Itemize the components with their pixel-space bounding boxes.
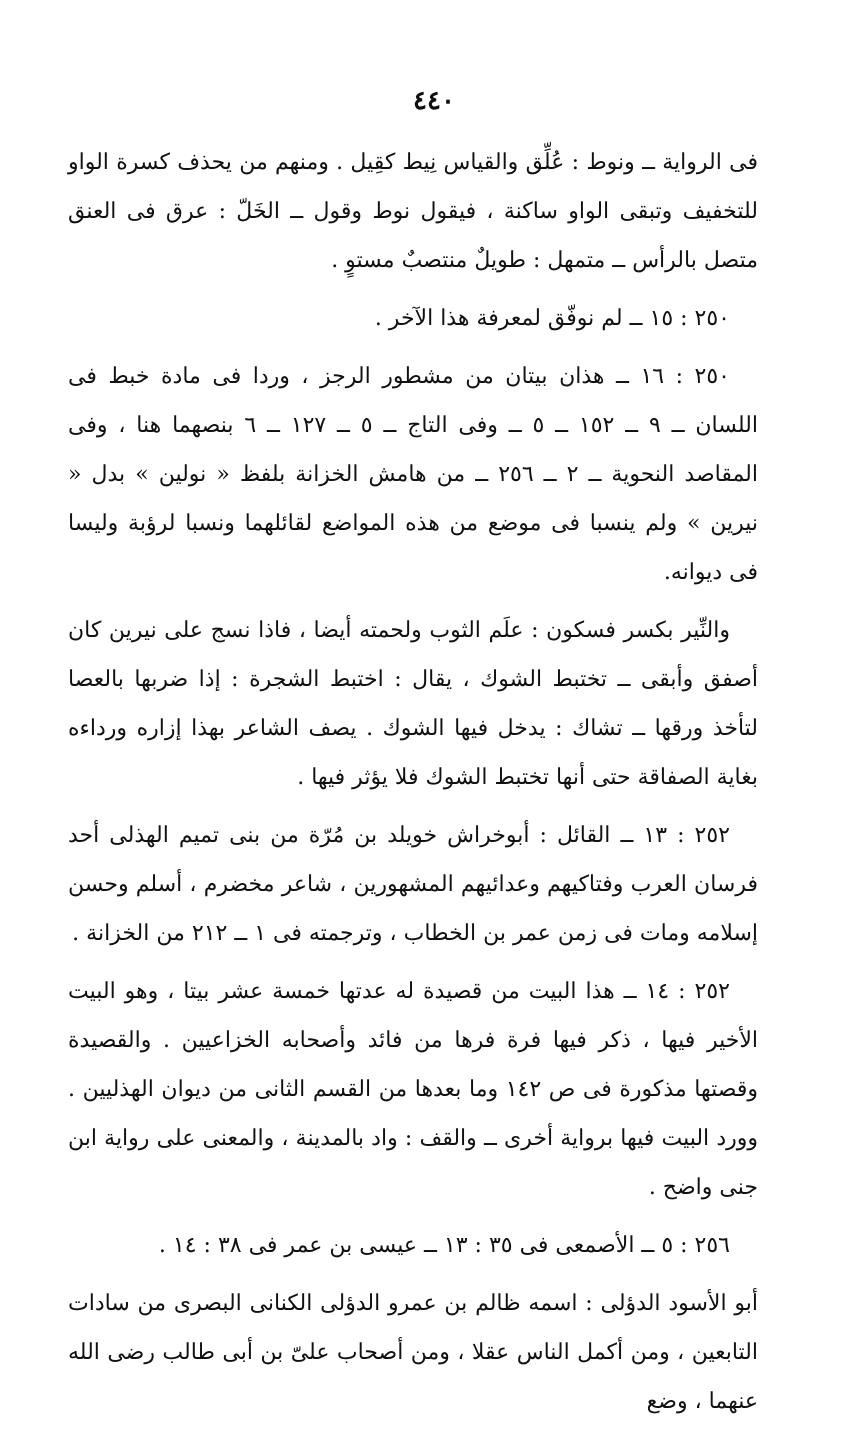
note-252-13: ٢٥٢ : ١٣ ــ القائل : أبوخراش خويلد بن مُرّة من بنى تميم الهذلى أحد فرسان العرب وفتاكيهم وعدائيهم المشهورين ، شاعر مخضرم ، أسلم وحسن إسلامه ومات فى زمن عمر بن الخطاب ، وترجمته فى ١ ــ ٢١٢ من الخزانة . xyxy=(68,823,758,946)
page-number: ٤٤٠ xyxy=(413,86,455,116)
body-text xyxy=(68,138,758,1435)
note-250-16: ٢٥٠ : ١٦ ــ هذان بيتان من مشطور الرجز ، وردا فى مادة خبط فى اللسان ــ ٩ ــ ١٥٢ ــ ٥ ــ وفى التاج ــ ٥ ــ ١٢٧ ــ ٦ بنصهما هنا ، وفى المقاصد النحوية ــ ٢ ــ ٢٥٦ ــ من هامش الخزانة بلفظ « نولين » بدل « نيرين » ولم ينسبا فى موضع من هذه المواضع لقائلهما ونسبا لرؤبة وليسا فى ديوانه. xyxy=(68,364,758,585)
paragraph-continuation: فى الرواية ــ ونوط : عُلِّق والقياس نِيط كقِيل . ومنهم من يحذف كسرة الواو للتخفيف وتبقى الواو ساكنة ، فيقول نوط وقول ــ الخَلّ : عرق فى العنق متصل بالرأس ــ متمهل : طويلٌ منتصبٌ مستوٍ . xyxy=(68,150,758,273)
note-250-15: ٢٥٠ : ١٥ ــ لم نوفّق لمعرفة هذا الآخر . xyxy=(374,306,730,331)
note-256-5: ٢٥٦ : ٥ ــ الأصمعى فى ٣٥ : ١٣ ــ عيسى بن عمر فى ٣٨ : ١٤ . xyxy=(158,1233,730,1258)
note-252-14: ٢٥٢ : ١٤ ــ هذا البيت من قصيدة له عدتها خمسة عشر بيتا ، وهو البيت الأخير فيها ، ذكر فيها فرة فرها من فائد وأصحابه الخزاعيين . والقصيدة وقصتها مذكورة فى ص ١٤٢ وما بعدها من القسم الثانى من ديوان الهذليين . وورد البيت فيها برواية أخرى ــ والقف : واد بالمدينة ، والمعنى على رواية ابن جنى واضح . xyxy=(68,979,758,1200)
note-abu-al-aswad: أبو الأسود الدؤلى : اسمه ظالم بن عمرو الدؤلى الكنانى البصرى من سادات التابعين ، ومن أكمل الناس عقلا ، ومن أصحاب علىّ بن أبى طالب رضى الله عنهما ، وضع xyxy=(68,1291,758,1414)
note-nir-explanation: والنِّير بكسر فسكون : علَم الثوب ولحمته أيضا ، فاذا نسج على نيرين كان أصفق وأبقى ــ تختبط الشوك ، يقال : اختبط الشجرة : إذا ضربها بالعصا لتأخذ ورقها ــ تشاك : يدخل فيها الشوك . يصف الشاعر بهذا إزاره ورداءه بغاية الصفاقة حتى أنها تختبط الشوك فلا يؤثر فيها . xyxy=(68,618,758,790)
